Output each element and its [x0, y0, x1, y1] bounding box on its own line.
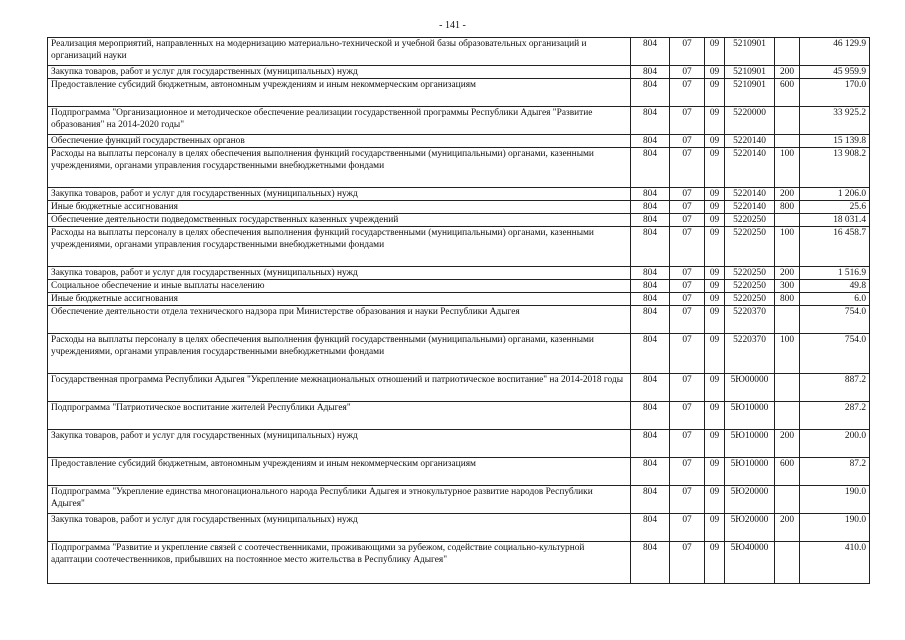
- cell-csr: 5220250: [725, 293, 775, 306]
- cell-sum: 887.2: [800, 374, 870, 402]
- cell-ved: 804: [631, 334, 670, 374]
- cell-name: Предоставление субсидий бюджетным, автономным учреждениям и иным некоммерческим организациям: [48, 458, 631, 486]
- cell-csr: 5220250: [725, 267, 775, 280]
- cell-sum: 754.0: [800, 334, 870, 374]
- cell-rz: 07: [670, 280, 705, 293]
- table-row: [48, 107, 870, 135]
- cell-vr: 600: [775, 79, 800, 107]
- cell-name: Подпрограмма "Укрепление единства многонационального народа Республики Адыгея и этнокультурное развитие народов Республики Адыгея": [48, 486, 631, 514]
- cell-name: Государственная программа Республики Адыгея "Укрепление межнациональных отношений и патриотическое воспитание" на 2014-2018 годы: [48, 374, 631, 402]
- cell-sum: 33 925.2: [800, 107, 870, 135]
- table-row: [48, 402, 870, 430]
- cell-rz: 07: [670, 458, 705, 486]
- cell-pr: 09: [705, 458, 725, 486]
- cell-ved: 804: [631, 38, 670, 66]
- cell-rz: 07: [670, 214, 705, 227]
- page-number: - 141 -: [439, 20, 466, 31]
- table-row: [48, 227, 870, 267]
- table-row: [48, 458, 870, 486]
- cell-ved: 804: [631, 542, 670, 584]
- cell-sum: 46 129.9: [800, 38, 870, 66]
- cell-rz: 07: [670, 66, 705, 79]
- cell-ved: 804: [631, 79, 670, 107]
- cell-pr: 09: [705, 107, 725, 135]
- cell-rz: 07: [670, 38, 705, 66]
- cell-ved: 804: [631, 514, 670, 542]
- cell-name: Закупка товаров, работ и услуг для государственных (муниципальных) нужд: [48, 514, 631, 542]
- cell-csr: 5220370: [725, 334, 775, 374]
- cell-sum: 190.0: [800, 486, 870, 514]
- cell-sum: 13 908.2: [800, 148, 870, 188]
- cell-pr: 09: [705, 542, 725, 584]
- cell-sum: 45 959.9: [800, 66, 870, 79]
- table-row: [48, 79, 870, 107]
- table-row: [48, 280, 870, 293]
- cell-vr: [775, 107, 800, 135]
- cell-rz: 07: [670, 267, 705, 280]
- cell-vr: 200: [775, 188, 800, 201]
- cell-vr: 100: [775, 148, 800, 188]
- cell-vr: 300: [775, 280, 800, 293]
- cell-pr: 09: [705, 430, 725, 458]
- cell-csr: 5220140: [725, 135, 775, 148]
- cell-csr: 5220370: [725, 306, 775, 334]
- cell-ved: 804: [631, 66, 670, 79]
- cell-csr: 5Ю20000: [725, 514, 775, 542]
- cell-csr: 5210901: [725, 38, 775, 66]
- cell-rz: 07: [670, 486, 705, 514]
- cell-ved: 804: [631, 135, 670, 148]
- cell-pr: 09: [705, 227, 725, 267]
- cell-rz: 07: [670, 107, 705, 135]
- cell-sum: 15 139.8: [800, 135, 870, 148]
- cell-ved: 804: [631, 280, 670, 293]
- cell-name: Иные бюджетные ассигнования: [48, 201, 631, 214]
- cell-csr: 5Ю10000: [725, 430, 775, 458]
- cell-ved: 804: [631, 107, 670, 135]
- cell-pr: 09: [705, 79, 725, 107]
- cell-sum: 190.0: [800, 514, 870, 542]
- cell-sum: 170.0: [800, 79, 870, 107]
- cell-name: Подпрограмма "Развитие и укрепление связей с соотечественниками, проживающими за рубежом, содействие социально-культурной адаптации соотечественников, прибывших на постоянное место жительства в Республику Адыгея": [48, 542, 631, 584]
- cell-ved: 804: [631, 227, 670, 267]
- cell-csr: 5Ю20000: [725, 486, 775, 514]
- cell-ved: 804: [631, 430, 670, 458]
- cell-sum: 1 206.0: [800, 188, 870, 201]
- cell-sum: 410.0: [800, 542, 870, 584]
- cell-name: Реализация мероприятий, направленных на модернизацию материально-технической и учебной базы образовательных организаций и организаций науки: [48, 38, 631, 66]
- cell-rz: 07: [670, 334, 705, 374]
- cell-pr: 09: [705, 306, 725, 334]
- cell-rz: 07: [670, 188, 705, 201]
- cell-name: Социальное обеспечение и иные выплаты населению: [48, 280, 631, 293]
- cell-name: Предоставление субсидий бюджетным, автономным учреждениям и иным некоммерческим организациям: [48, 79, 631, 107]
- cell-ved: 804: [631, 148, 670, 188]
- cell-rz: 07: [670, 201, 705, 214]
- cell-rz: 07: [670, 79, 705, 107]
- cell-name: Обеспечение деятельности подведомственных государственных казенных учреждений: [48, 214, 631, 227]
- table-row: [48, 514, 870, 542]
- cell-sum: 25.6: [800, 201, 870, 214]
- cell-vr: [775, 214, 800, 227]
- cell-vr: [775, 374, 800, 402]
- cell-csr: 5Ю00000: [725, 374, 775, 402]
- cell-vr: 200: [775, 430, 800, 458]
- table-row: [48, 66, 870, 79]
- cell-vr: 200: [775, 66, 800, 79]
- cell-pr: 09: [705, 374, 725, 402]
- table-row: [48, 542, 870, 584]
- cell-vr: 100: [775, 334, 800, 374]
- cell-csr: 5210901: [725, 66, 775, 79]
- table-row: [48, 267, 870, 280]
- cell-pr: 09: [705, 148, 725, 188]
- cell-ved: 804: [631, 188, 670, 201]
- cell-sum: 49.8: [800, 280, 870, 293]
- cell-csr: 5220250: [725, 280, 775, 293]
- cell-pr: 09: [705, 402, 725, 430]
- cell-pr: 09: [705, 280, 725, 293]
- cell-vr: [775, 38, 800, 66]
- cell-ved: 804: [631, 374, 670, 402]
- cell-name: Обеспечение функций государственных органов: [48, 135, 631, 148]
- cell-vr: [775, 542, 800, 584]
- table-row: [48, 201, 870, 214]
- cell-csr: 5220140: [725, 148, 775, 188]
- cell-vr: [775, 402, 800, 430]
- cell-rz: 07: [670, 542, 705, 584]
- cell-sum: 6.0: [800, 293, 870, 306]
- cell-ved: 804: [631, 201, 670, 214]
- cell-name: Обеспечение деятельности отдела технического надзора при Министерстве образования и науки Республики Адыгея: [48, 306, 631, 334]
- table-row: [48, 306, 870, 334]
- cell-ved: 804: [631, 293, 670, 306]
- cell-name: Расходы на выплаты персоналу в целях обеспечения выполнения функций государственными (муниципальными) органами, казенными учреждениями, органами управления государственными внебюджетными фондами: [48, 148, 631, 188]
- table-row: [48, 135, 870, 148]
- cell-pr: 09: [705, 188, 725, 201]
- cell-rz: 07: [670, 293, 705, 306]
- cell-vr: 600: [775, 458, 800, 486]
- cell-name: Иные бюджетные ассигнования: [48, 293, 631, 306]
- cell-name: Расходы на выплаты персоналу в целях обеспечения выполнения функций государственными (муниципальными) органами, казенными учреждениями, органами управления государственными внебюджетными фондами: [48, 227, 631, 267]
- cell-vr: [775, 486, 800, 514]
- cell-ved: 804: [631, 306, 670, 334]
- cell-pr: 09: [705, 514, 725, 542]
- table-row: [48, 486, 870, 514]
- cell-csr: 5220140: [725, 201, 775, 214]
- cell-name: Расходы на выплаты персоналу в целях обеспечения выполнения функций государственными (муниципальными) органами, казенными учреждениями, органами управления государственными внебюджетными фондами: [48, 334, 631, 374]
- table-row: [48, 430, 870, 458]
- cell-csr: 5220140: [725, 188, 775, 201]
- cell-sum: 87.2: [800, 458, 870, 486]
- cell-sum: 287.2: [800, 402, 870, 430]
- table-row: [48, 38, 870, 66]
- cell-rz: 07: [670, 227, 705, 267]
- table-row: [48, 334, 870, 374]
- cell-sum: 16 458.7: [800, 227, 870, 267]
- cell-csr: 5220250: [725, 227, 775, 267]
- cell-ved: 804: [631, 214, 670, 227]
- cell-sum: 1 516.9: [800, 267, 870, 280]
- cell-vr: 200: [775, 514, 800, 542]
- cell-name: Подпрограмма "Патриотическое воспитание жителей Республики Адыгея": [48, 402, 631, 430]
- cell-csr: 5220250: [725, 214, 775, 227]
- cell-vr: 200: [775, 267, 800, 280]
- cell-vr: 800: [775, 201, 800, 214]
- cell-pr: 09: [705, 214, 725, 227]
- cell-rz: 07: [670, 374, 705, 402]
- cell-rz: 07: [670, 514, 705, 542]
- cell-rz: 07: [670, 402, 705, 430]
- cell-pr: 09: [705, 486, 725, 514]
- cell-csr: 5220000: [725, 107, 775, 135]
- cell-csr: 5Ю10000: [725, 402, 775, 430]
- cell-name: Закупка товаров, работ и услуг для государственных (муниципальных) нужд: [48, 430, 631, 458]
- table-row: [48, 148, 870, 188]
- cell-csr: 5Ю40000: [725, 542, 775, 584]
- table-row: [48, 214, 870, 227]
- cell-csr: 5210901: [725, 79, 775, 107]
- cell-pr: 09: [705, 293, 725, 306]
- cell-pr: 09: [705, 66, 725, 79]
- cell-sum: 200.0: [800, 430, 870, 458]
- cell-name: Закупка товаров, работ и услуг для государственных (муниципальных) нужд: [48, 66, 631, 79]
- cell-vr: [775, 135, 800, 148]
- cell-pr: 09: [705, 135, 725, 148]
- cell-rz: 07: [670, 135, 705, 148]
- cell-pr: 09: [705, 201, 725, 214]
- cell-rz: 07: [670, 148, 705, 188]
- cell-sum: 754.0: [800, 306, 870, 334]
- cell-vr: 100: [775, 227, 800, 267]
- cell-vr: 800: [775, 293, 800, 306]
- cell-rz: 07: [670, 430, 705, 458]
- cell-ved: 804: [631, 402, 670, 430]
- table-row: [48, 374, 870, 402]
- budget-table-body: [48, 38, 870, 584]
- cell-pr: 09: [705, 267, 725, 280]
- table-row: [48, 293, 870, 306]
- cell-name: Закупка товаров, работ и услуг для государственных (муниципальных) нужд: [48, 188, 631, 201]
- cell-pr: 09: [705, 38, 725, 66]
- budget-table: [47, 37, 870, 584]
- cell-ved: 804: [631, 267, 670, 280]
- cell-name: Подпрограмма "Организационное и методическое обеспечение реализации государственной программы Республики Адыгея "Развитие образования" на 2014-2020 годы": [48, 107, 631, 135]
- cell-ved: 804: [631, 486, 670, 514]
- table-row: [48, 188, 870, 201]
- cell-vr: [775, 306, 800, 334]
- cell-name: Закупка товаров, работ и услуг для государственных (муниципальных) нужд: [48, 267, 631, 280]
- cell-sum: 18 031.4: [800, 214, 870, 227]
- cell-pr: 09: [705, 334, 725, 374]
- cell-ved: 804: [631, 458, 670, 486]
- cell-rz: 07: [670, 306, 705, 334]
- cell-csr: 5Ю10000: [725, 458, 775, 486]
